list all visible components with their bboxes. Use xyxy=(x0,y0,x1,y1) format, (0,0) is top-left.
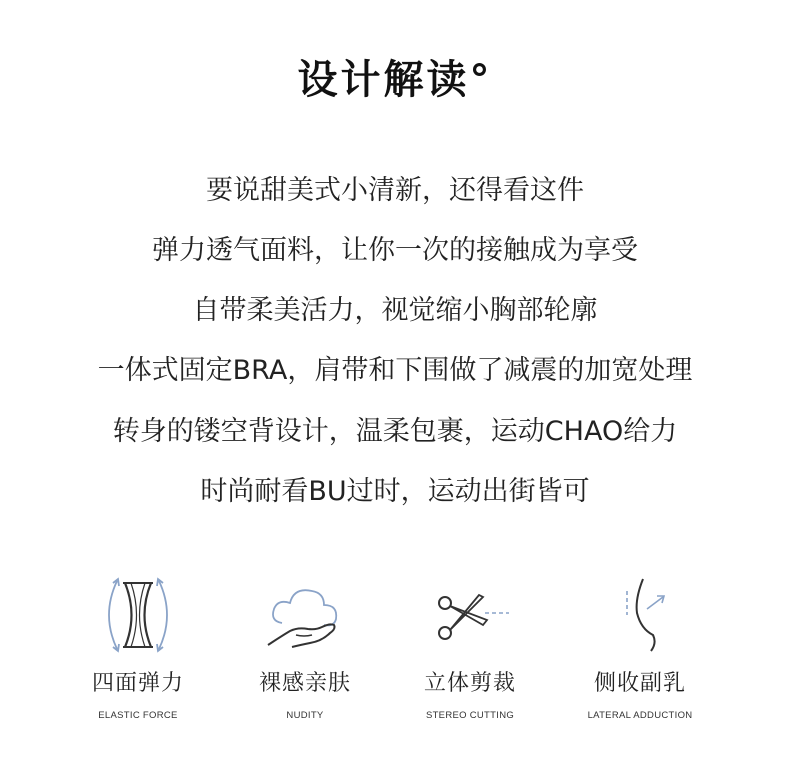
feature-label-en: NUDITY xyxy=(286,710,324,721)
feature-label: 四面弹力 xyxy=(91,671,184,696)
feature-label: 裸感亲肤 xyxy=(258,671,351,696)
feature-label-en: LATERAL ADDUCTION xyxy=(587,710,693,721)
description-line-5: 转身的镂空背设计，温柔包裹，运动CHAO给力 xyxy=(112,416,678,447)
feature-label: 立体剪裁 xyxy=(423,671,516,696)
side-profile-icon xyxy=(595,575,685,655)
description-line-1: 要说甜美式小清新，还得看这件 xyxy=(206,175,584,206)
scissors-icon xyxy=(425,575,515,655)
feature-label: 侧收副乳 xyxy=(593,671,686,696)
page-title: 设计解读° xyxy=(297,57,493,103)
feature-lateral-adduction xyxy=(555,575,725,722)
feature-label-en: ELASTIC FORCE xyxy=(98,710,178,721)
description-line-3: 自带柔美活力，视觉缩小胸部轮廓 xyxy=(192,295,598,326)
feature-elastic-force xyxy=(53,575,223,722)
hand-cloud-icon xyxy=(260,575,350,655)
feature-nudity xyxy=(220,575,390,722)
description-line-4: 一体式固定BRA，肩带和下围做了减震的加宽处理 xyxy=(97,355,693,386)
description-line-2: 弹力透气面料，让你一次的接触成为享受 xyxy=(152,235,638,266)
elastic-force-icon xyxy=(93,575,183,655)
feature-label-en: STEREO CUTTING xyxy=(425,710,515,721)
feature-stereo-cutting xyxy=(385,575,555,722)
description-line-6: 时尚耐看BU过时，运动出街皆可 xyxy=(200,476,590,507)
